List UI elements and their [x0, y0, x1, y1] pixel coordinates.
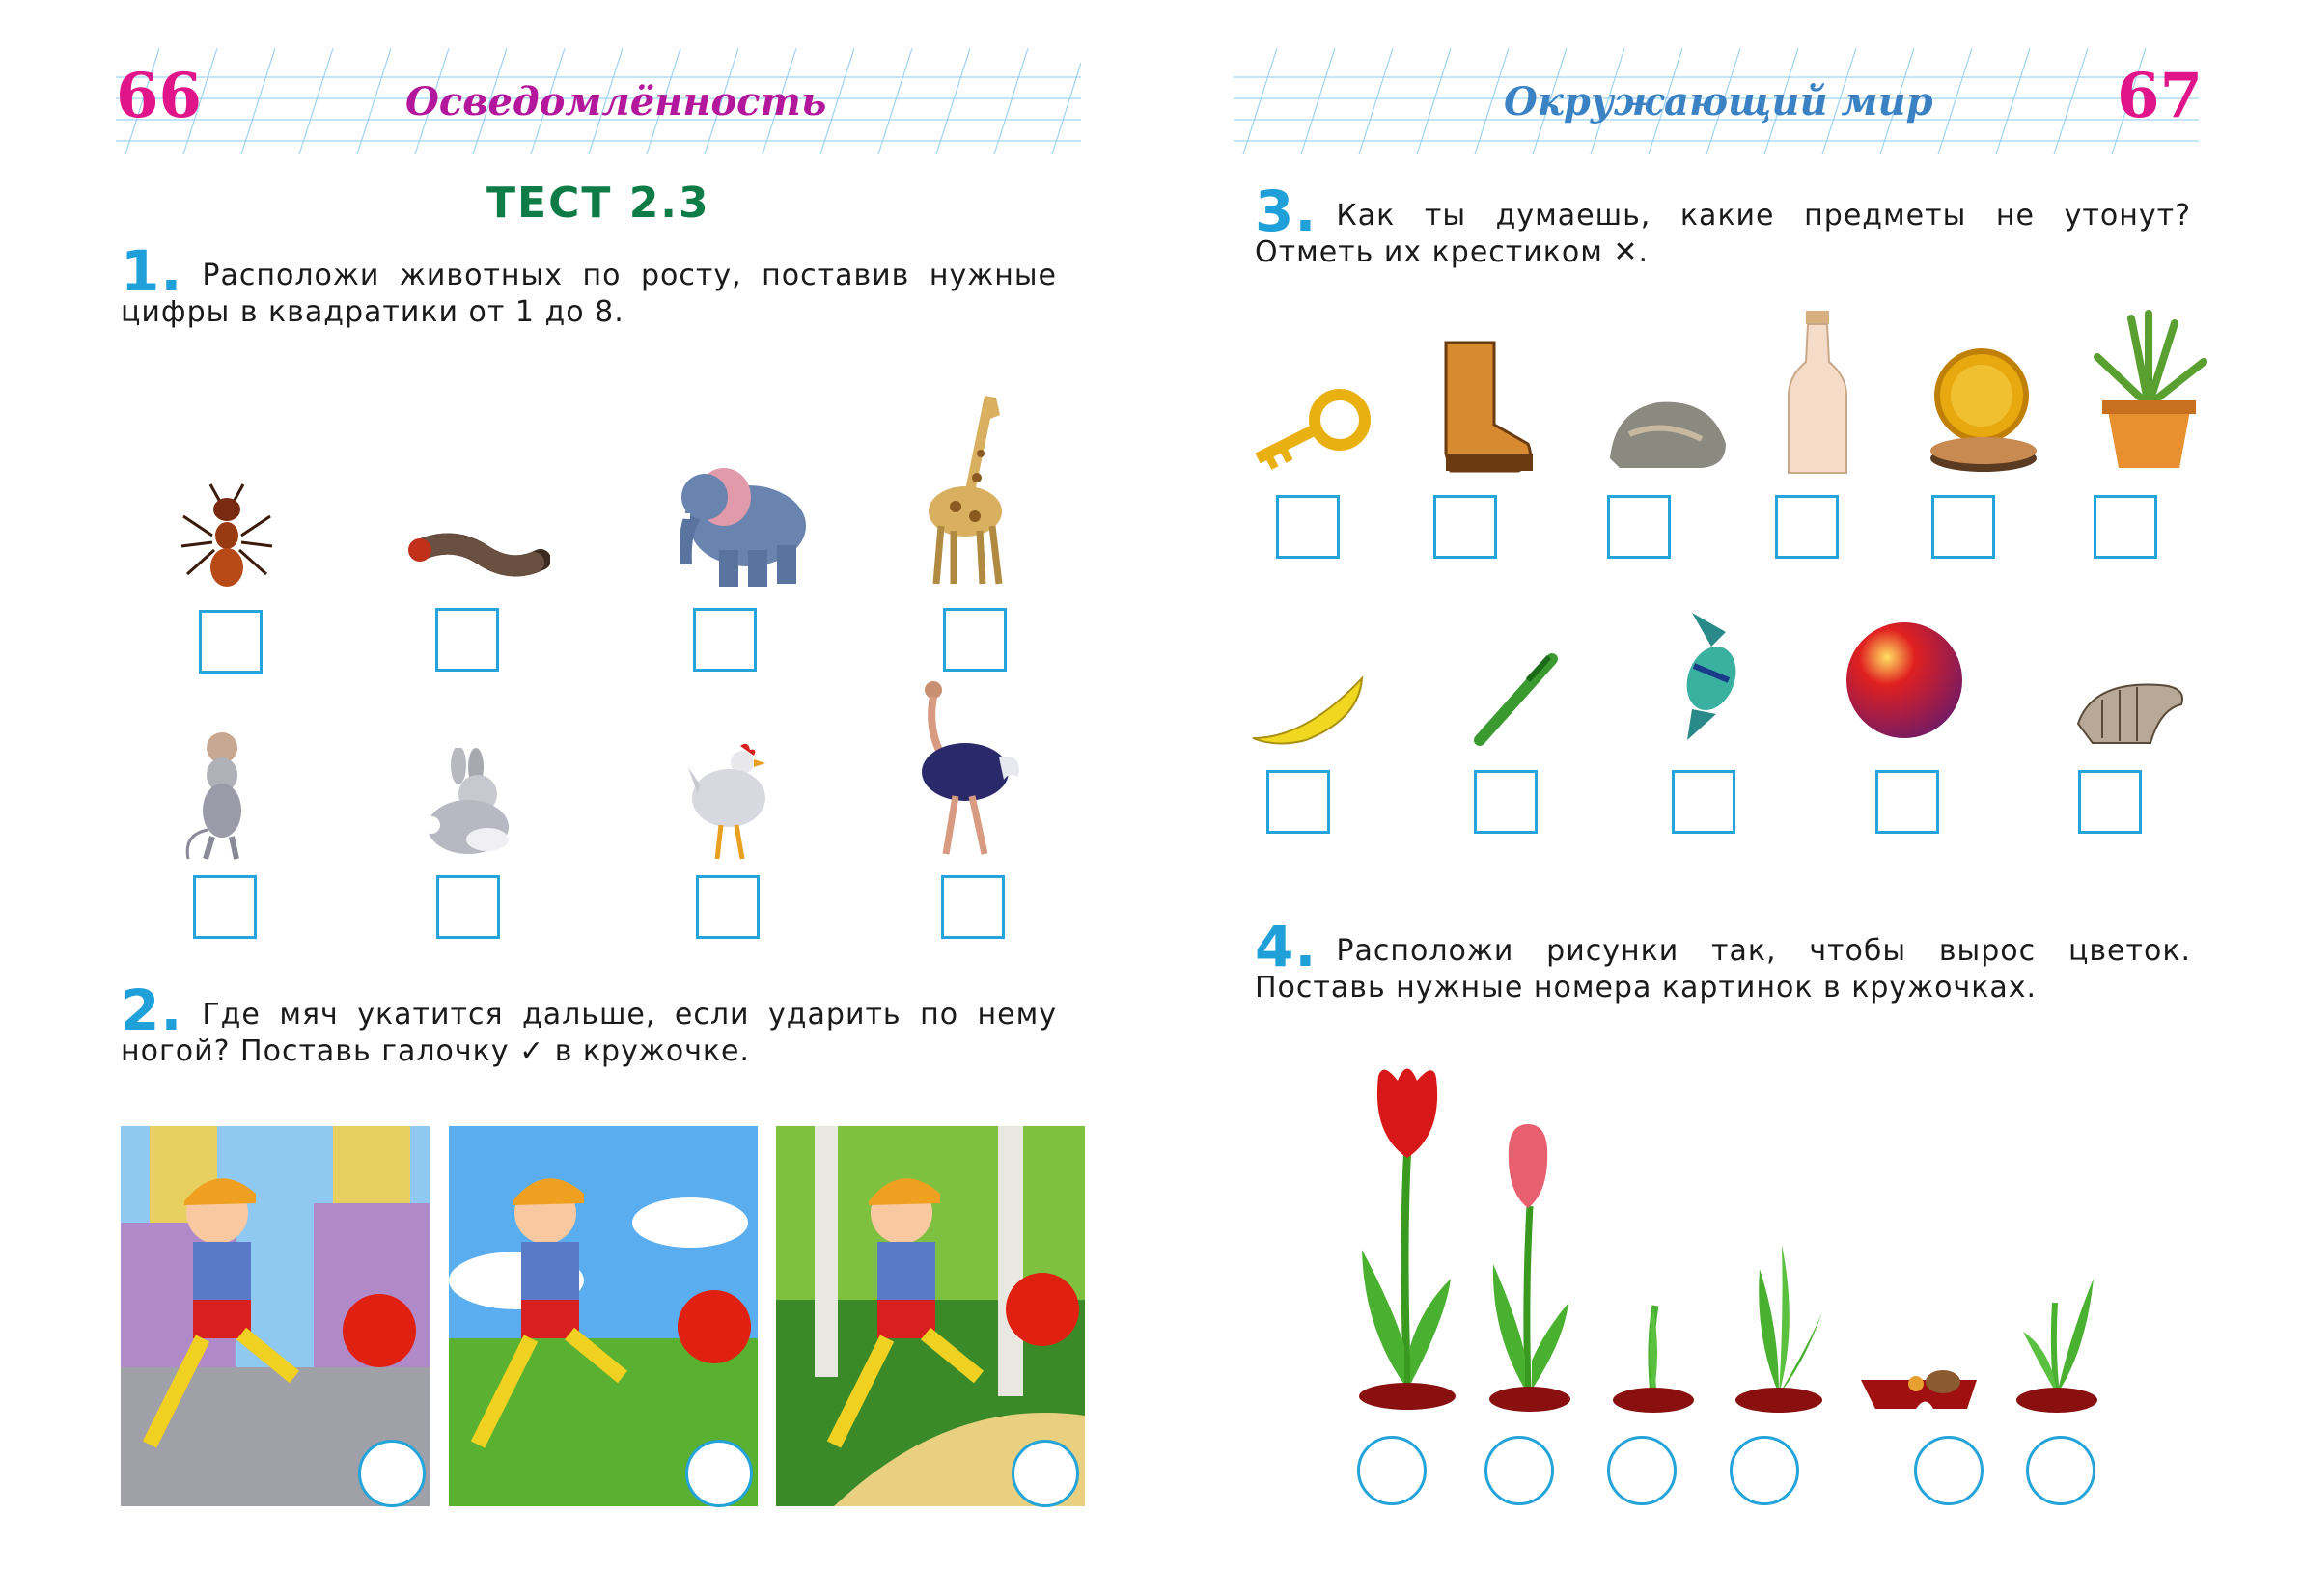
task-4	[1255, 914, 2191, 1006]
caterpillar-icon	[405, 526, 550, 584]
task-number: 1.	[121, 238, 183, 304]
elephant-icon	[652, 458, 825, 589]
stone-icon	[1605, 391, 1731, 473]
answer-circle-4[interactable]	[1730, 1436, 1799, 1505]
answer-circle-2[interactable]	[1484, 1436, 1554, 1505]
task-number: 2.	[121, 977, 183, 1043]
answer-box-shell[interactable]	[2078, 770, 2142, 834]
answer-box-mouse[interactable]	[193, 875, 257, 939]
ball-icon	[1842, 618, 1967, 743]
task-number: 4.	[1255, 914, 1318, 979]
answer-box-pen[interactable]	[1474, 770, 1538, 834]
answer-box-plant[interactable]	[2094, 495, 2157, 559]
hen-icon	[680, 738, 777, 864]
answer-circle-6[interactable]	[2026, 1436, 2095, 1505]
tulip-bloom	[1354, 1057, 1460, 1414]
task-text: Где мяч укатится дальше, если ударить по нему ногой? Поставь галочку ✓ в кружочке.	[121, 998, 1057, 1068]
answer-box-rabbit[interactable]	[436, 875, 500, 939]
shell-icon	[2073, 675, 2189, 748]
page-number: 66	[116, 60, 203, 132]
answer-box-caterpillar[interactable]	[435, 608, 499, 672]
task-number: 3.	[1255, 179, 1318, 244]
sprout-small	[1605, 1298, 1702, 1414]
answer-box-coin[interactable]	[1931, 495, 1995, 559]
task-text: Расположи животных по росту, поставив нужные цифры в квадратики от 1 до 8.	[121, 259, 1057, 329]
answer-box-candy[interactable]	[1672, 770, 1735, 834]
answer-circle-1[interactable]	[1357, 1436, 1427, 1505]
answer-circle-forest[interactable]	[1012, 1440, 1079, 1507]
ant-icon	[174, 482, 280, 589]
coin-icon	[1924, 343, 2044, 478]
candy-icon	[1673, 613, 1750, 743]
answer-circle-city[interactable]	[358, 1440, 426, 1507]
boot-icon	[1431, 338, 1538, 478]
answer-circle-3[interactable]	[1607, 1436, 1677, 1505]
task-1	[121, 238, 1057, 331]
answer-box-stone[interactable]	[1607, 495, 1671, 559]
banana-icon	[1248, 671, 1369, 748]
pen-icon	[1470, 651, 1562, 748]
answer-box-ball[interactable]	[1875, 770, 1939, 834]
section-title: Окружающий мир	[1504, 79, 1933, 124]
task-2	[121, 977, 1057, 1070]
giraffe-icon	[917, 386, 1023, 589]
answer-box-ostrich[interactable]	[941, 875, 1005, 939]
mouse-icon	[179, 729, 265, 864]
key-icon	[1248, 386, 1373, 473]
section-title: Осведомлённость	[405, 79, 827, 124]
page-number: 67	[2117, 60, 2204, 132]
rabbit-icon	[420, 748, 545, 859]
answer-box-bottle[interactable]	[1775, 495, 1839, 559]
answer-box-hen[interactable]	[696, 875, 760, 939]
seed	[1856, 1370, 1982, 1428]
task-text: Как ты думаешь, какие предметы не утонут? Отметь их крестиком ✕.	[1255, 199, 2191, 269]
bottle-icon	[1779, 309, 1856, 478]
answer-box-elephant[interactable]	[693, 608, 757, 672]
right-page	[1152, 0, 2303, 1596]
answer-circle-5[interactable]	[1914, 1436, 1984, 1505]
answer-box-ant[interactable]	[199, 610, 263, 674]
answer-box-banana[interactable]	[1266, 770, 1330, 834]
ostrich-icon	[912, 675, 1028, 864]
tulip-bud	[1482, 1119, 1578, 1414]
answer-box-giraffe[interactable]	[943, 608, 1007, 672]
answer-box-boot[interactable]	[1433, 495, 1497, 559]
potted-plant-icon	[2083, 309, 2213, 473]
sprout-leaves	[1726, 1240, 1832, 1414]
task-3	[1255, 179, 2191, 271]
sprout-two-leaves	[2009, 1274, 2105, 1414]
test-title: ТЕСТ 2.3	[486, 179, 710, 228]
task-text: Расположи рисунки так, чтобы вырос цветок. Поставь нужные номера картинок в кружочках.	[1255, 934, 2191, 1004]
answer-circle-meadow[interactable]	[685, 1440, 753, 1507]
answer-box-key[interactable]	[1276, 495, 1340, 559]
